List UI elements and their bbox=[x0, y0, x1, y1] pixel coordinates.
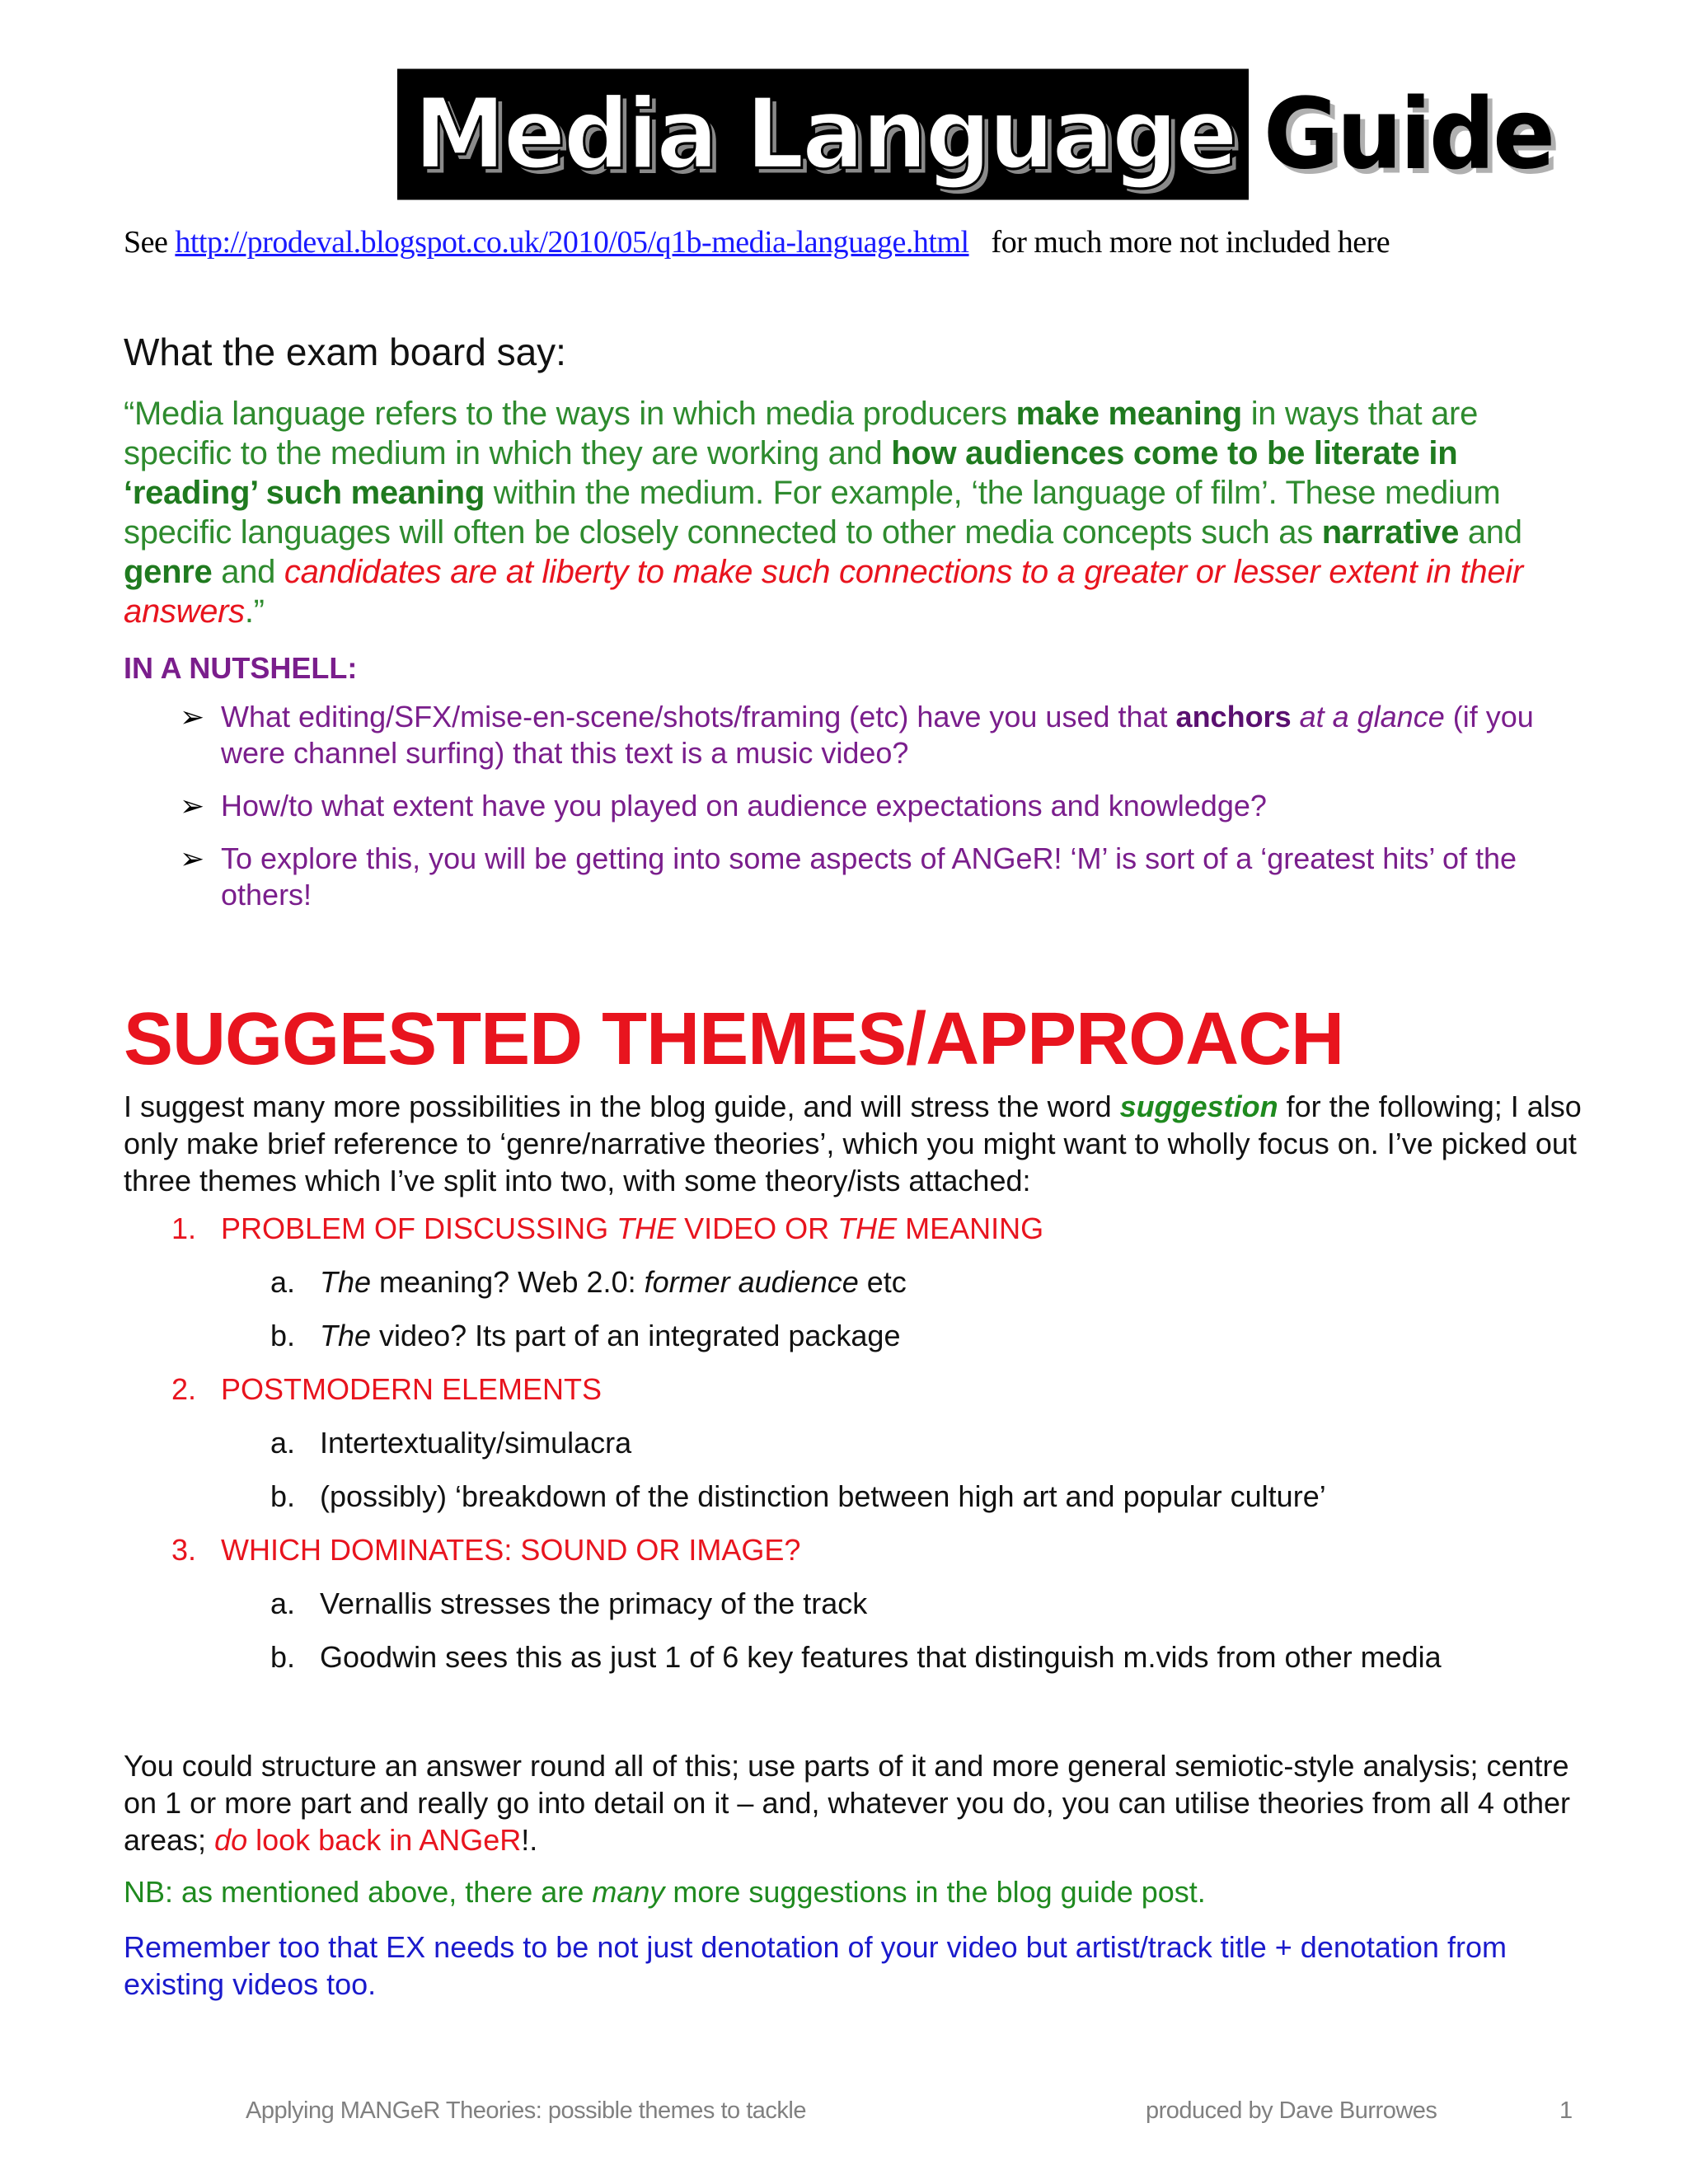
theme-subitem: a. Vernallis stresses the primacy of the track bbox=[270, 1586, 868, 1620]
arrow-bullet-icon: ➢ bbox=[180, 789, 205, 823]
theme-item: 2. POSTMODERN ELEMENTS bbox=[171, 1372, 603, 1406]
page-title bbox=[397, 73, 1553, 196]
title-light-part: Guide bbox=[1263, 77, 1554, 191]
exam-quote: “Media language refers to the ways in which media producers make meaning in ways that are specific to the medium in which they are working and how audiences come to be literate in ‘reading’ such meaning within the medium. For example, ‘the language of film’. These medium specific languages will often be closely connected to other media concepts such as narrative and genre and candidates are at liberty to make such connections to a greater or lesser extent in their answers.” bbox=[124, 396, 1523, 630]
themes-heading: SUGGESTED THEMES/APPROACH bbox=[124, 998, 1344, 1080]
theme-subitem: b. The video? Its part of an integrated package bbox=[270, 1319, 901, 1352]
see-suffix: for much more not included here bbox=[991, 225, 1390, 260]
theme-item: 3. WHICH DOMINATES: SOUND OR IMAGE? bbox=[171, 1533, 801, 1567]
footer-title: Applying MANGeR Theories: possible themes to tackle bbox=[246, 2097, 806, 2124]
remember-note: Remember too that EX needs to be not just denotation of your video but artist/track title + denotation from existing videos too. bbox=[124, 1930, 1507, 2001]
footer-author: produced by Dave Burrowes bbox=[1146, 2097, 1437, 2124]
structure-paragraph: You could structure an answer round all of this; use parts of it and more general semiotic-style analysis; centre on 1 or more part and really go into detail on it – and, whatever you do, you can utilise theories from all 4 other areas; do look back in ANGeR!. bbox=[124, 1749, 1570, 1857]
list-item: ➢ How/to what extent have you played on audience expectations and knowledge? bbox=[180, 789, 1267, 823]
theme-subitem: b. Goodwin sees this as just 1 of 6 key features that distinguish m.vids from other media bbox=[270, 1640, 1442, 1674]
themes-intro: I suggest many more possibilities in the blog guide, and will stress the word suggestion for the following; I also only make brief reference to ‘genre/narrative theories’, which you might want to wholly focus on. I’ve picked out three themes which I’ve split into two, with some theory/ists attached: bbox=[124, 1090, 1582, 1197]
title-dark-part: Media Language bbox=[397, 69, 1249, 200]
theme-subitem: a. The meaning? Web 2.0: former audience etc bbox=[270, 1265, 907, 1299]
theme-subitem: b. (possibly) ‘breakdown of the distinction between high art and popular culture’ bbox=[270, 1479, 1326, 1513]
nutshell-list bbox=[180, 699, 1581, 930]
exam-heading: What the exam board say: bbox=[124, 330, 566, 373]
see-line bbox=[124, 224, 1390, 260]
arrow-bullet-icon: ➢ bbox=[180, 700, 205, 733]
theme-subitem: a. Intertextuality/simulacra bbox=[270, 1426, 632, 1460]
nutshell-heading: IN A NUTSHELL: bbox=[124, 651, 358, 685]
arrow-bullet-icon: ➢ bbox=[180, 841, 205, 875]
nb-note: NB: as mentioned above, there are many more suggestions in the blog guide post. bbox=[124, 1875, 1206, 1909]
see-prefix: See bbox=[124, 225, 168, 260]
theme-item: 1. PROBLEM OF DISCUSSING THE VIDEO OR THE MEANING bbox=[171, 1212, 1044, 1245]
blog-link[interactable]: http://prodeval.blogspot.co.uk/2010/05/q1b-media-language.html bbox=[175, 225, 969, 260]
page-number: 1 bbox=[1559, 2097, 1573, 2124]
list-item: ➢ To explore this, you will be getting into some aspects of ANGeR! ‘M’ is sort of a ‘greatest hits’ of the others! bbox=[180, 841, 1517, 912]
list-item: ➢ What editing/SFX/mise-en-scene/shots/framing (etc) have you used that anchors at a glance (if you were channel surfing) that this text is a music video? bbox=[180, 700, 1534, 770]
